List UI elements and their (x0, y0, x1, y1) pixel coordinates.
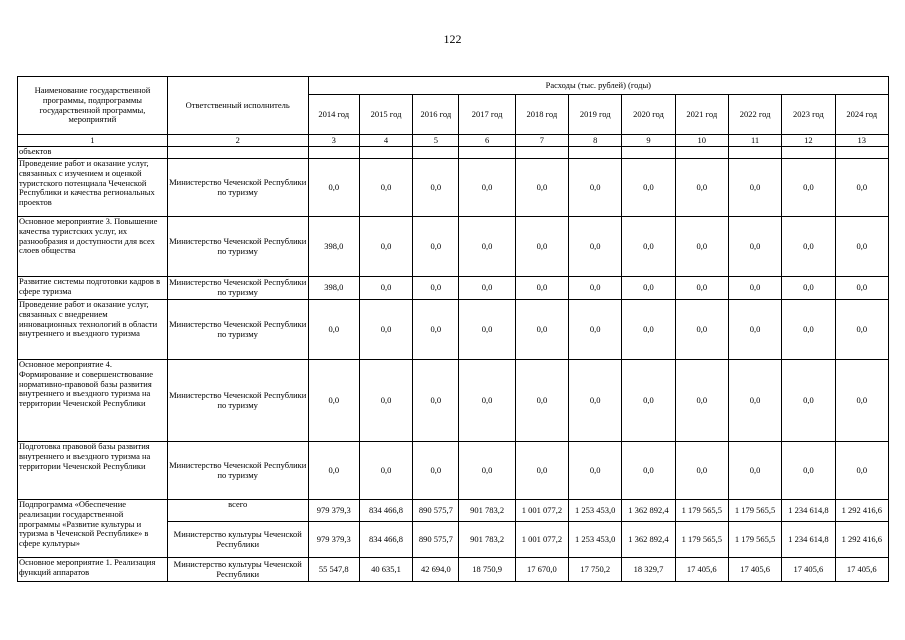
row-value: 0,0 (728, 300, 781, 360)
column-number: 12 (782, 135, 835, 147)
row-value: 0,0 (515, 360, 568, 442)
row-value: 0,0 (675, 442, 728, 500)
row-value: 0,0 (359, 277, 412, 300)
row-value: 0,0 (728, 159, 781, 217)
subprogram-executor-value: 1 234 614,8 (782, 522, 835, 558)
year-header: 2017 год (459, 95, 515, 135)
row-value: 0,0 (515, 442, 568, 500)
row-value: 0,0 (308, 300, 359, 360)
row-name: Основное мероприятие 3. Повышение качества туристских услуг, их разнообразия и доступности для всех слоев общества (18, 217, 168, 277)
subprogram-executor-value: 901 783,2 (459, 522, 515, 558)
column-number: 4 (359, 135, 412, 147)
row-value: 0,0 (622, 159, 675, 217)
header-row-colnums (18, 135, 889, 147)
row-value (459, 147, 515, 159)
row-value: 17 405,6 (835, 558, 888, 582)
year-header: 2022 год (728, 95, 781, 135)
subprogram-executor-value: 979 379,3 (308, 522, 359, 558)
row-value: 0,0 (782, 159, 835, 217)
subprogram-executor-value: 1 292 416,6 (835, 522, 888, 558)
row-value: 0,0 (622, 217, 675, 277)
row-value: 0,0 (835, 300, 888, 360)
column-number: 13 (835, 135, 888, 147)
row-value: 0,0 (359, 159, 412, 217)
header-expenses: Расходы (тыс. рублей) (годы) (308, 77, 888, 95)
table-row (18, 159, 889, 217)
row-value: 40 635,1 (359, 558, 412, 582)
row-value: 0,0 (515, 217, 568, 277)
column-number: 8 (569, 135, 622, 147)
row-name: Основное мероприятие 1. Реализация функций аппаратов (18, 558, 168, 582)
row-value: 0,0 (569, 442, 622, 500)
column-number: 6 (459, 135, 515, 147)
column-number: 7 (515, 135, 568, 147)
row-value: 0,0 (459, 217, 515, 277)
row-value: 0,0 (459, 442, 515, 500)
row-value: 0,0 (359, 442, 412, 500)
subprogram-name: Подпрограмма «Обеспечение реализации государственной программы «Развитие культуры и туризма в Чеченской Республике» в сфере культуры» (18, 500, 168, 558)
row-value (835, 147, 888, 159)
row-executor: Министерство Чеченской Республики по туризму (167, 159, 308, 217)
subprogram-total-value: 890 575,7 (413, 500, 459, 522)
row-executor: Министерство культуры Чеченской Республики (167, 558, 308, 582)
row-value: 0,0 (782, 442, 835, 500)
table-row (18, 217, 889, 277)
row-name: Основное мероприятие 4. Формирование и совершенствование нормативно-правовой базы развития внутреннего и въездного туризма на территории Чеченской Республики (18, 360, 168, 442)
subprogram-total-value: 1 179 565,5 (728, 500, 781, 522)
row-value (569, 147, 622, 159)
subprogram-total-value: 1 253 453,0 (569, 500, 622, 522)
row-value: 0,0 (569, 159, 622, 217)
row-value: 0,0 (413, 159, 459, 217)
row-executor: Министерство Чеченской Республики по туризму (167, 442, 308, 500)
row-value: 0,0 (515, 277, 568, 300)
row-value: 0,0 (675, 217, 728, 277)
subprogram-total-value: 1 234 614,8 (782, 500, 835, 522)
row-value: 0,0 (459, 300, 515, 360)
row-value: 0,0 (835, 159, 888, 217)
row-value (308, 147, 359, 159)
row-value (622, 147, 675, 159)
subprogram-total-row (18, 500, 889, 522)
row-value: 0,0 (835, 277, 888, 300)
subprogram-total-value: 979 379,3 (308, 500, 359, 522)
year-header: 2021 год (675, 95, 728, 135)
row-value: 0,0 (782, 360, 835, 442)
row-value: 0,0 (359, 360, 412, 442)
subprogram-total-value: 1 362 892,4 (622, 500, 675, 522)
row-value: 0,0 (622, 442, 675, 500)
row-value: 0,0 (459, 159, 515, 217)
row-value: 0,0 (569, 300, 622, 360)
row-name: объектов (18, 147, 168, 159)
row-executor: Министерство Чеченской Республики по туризму (167, 360, 308, 442)
header-executor-col: Ответственный исполнитель (167, 77, 308, 135)
subprogram-executor-value: 1 179 565,5 (728, 522, 781, 558)
row-executor (167, 147, 308, 159)
year-header: 2015 год (359, 95, 412, 135)
row-value: 0,0 (675, 300, 728, 360)
row-value: 0,0 (835, 217, 888, 277)
row-executor: Министерство Чеченской Республики по туризму (167, 300, 308, 360)
row-value: 0,0 (782, 300, 835, 360)
row-value: 0,0 (413, 217, 459, 277)
table-row (18, 558, 889, 582)
row-name: Проведение работ и оказание услуг, связанных с внедрением инновационных технологий в области внутреннего и въездного туризма (18, 300, 168, 360)
row-value (359, 147, 412, 159)
table-row (18, 300, 889, 360)
subprogram-executor-value: 1 253 453,0 (569, 522, 622, 558)
row-name: Развитие системы подготовки кадров в сфере туризма (18, 277, 168, 300)
page-number: 122 (443, 32, 462, 46)
row-value: 398,0 (308, 277, 359, 300)
year-header: 2014 год (308, 95, 359, 135)
year-header: 2019 год (569, 95, 622, 135)
row-value: 42 694,0 (413, 558, 459, 582)
row-value (782, 147, 835, 159)
row-value: 0,0 (675, 277, 728, 300)
column-number: 5 (413, 135, 459, 147)
row-value: 0,0 (728, 217, 781, 277)
subprogram-executor-value: 1 362 892,4 (622, 522, 675, 558)
row-value: 0,0 (782, 277, 835, 300)
header-name-col: Наименование государственной программы, подпрограммы государственной программы, мероприятий (18, 77, 168, 135)
year-header: 2018 год (515, 95, 568, 135)
subprogram-executor-value: 890 575,7 (413, 522, 459, 558)
column-number: 2 (167, 135, 308, 147)
subprogram-executor: Министерство культуры Чеченской Республики (167, 522, 308, 558)
table-row (18, 277, 889, 300)
row-executor: Министерство Чеченской Республики по туризму (167, 217, 308, 277)
row-value: 18 750,9 (459, 558, 515, 582)
subprogram-total-value: 1 001 077,2 (515, 500, 568, 522)
row-value: 398,0 (308, 217, 359, 277)
row-value: 17 670,0 (515, 558, 568, 582)
table-row (18, 360, 889, 442)
column-number: 9 (622, 135, 675, 147)
row-value: 0,0 (413, 442, 459, 500)
row-value: 0,0 (515, 300, 568, 360)
header-row-1 (18, 77, 889, 95)
row-value: 0,0 (728, 442, 781, 500)
column-number: 10 (675, 135, 728, 147)
row-value (515, 147, 568, 159)
row-value: 55 547,8 (308, 558, 359, 582)
row-value: 0,0 (569, 360, 622, 442)
row-value: 0,0 (675, 360, 728, 442)
row-value (413, 147, 459, 159)
table-row (18, 147, 889, 159)
row-value: 17 750,2 (569, 558, 622, 582)
year-header: 2024 год (835, 95, 888, 135)
subprogram-total-value: 901 783,2 (459, 500, 515, 522)
row-value: 0,0 (835, 360, 888, 442)
row-value (728, 147, 781, 159)
year-header: 2020 год (622, 95, 675, 135)
subprogram-total-value: 834 466,8 (359, 500, 412, 522)
row-value: 0,0 (728, 360, 781, 442)
row-value: 0,0 (359, 300, 412, 360)
row-value: 0,0 (622, 360, 675, 442)
row-value: 17 405,6 (728, 558, 781, 582)
subprogram-total-value: 1 292 416,6 (835, 500, 888, 522)
row-value: 0,0 (413, 277, 459, 300)
row-value: 0,0 (413, 360, 459, 442)
year-header: 2023 год (782, 95, 835, 135)
table-row (18, 442, 889, 500)
subprogram-total-label: всего (167, 500, 308, 522)
row-value: 0,0 (835, 442, 888, 500)
row-value: 17 405,6 (782, 558, 835, 582)
row-value: 0,0 (569, 217, 622, 277)
row-value: 0,0 (359, 217, 412, 277)
row-value: 0,0 (569, 277, 622, 300)
row-value: 0,0 (308, 159, 359, 217)
subprogram-executor-value: 1 179 565,5 (675, 522, 728, 558)
row-value: 0,0 (675, 159, 728, 217)
row-value: 0,0 (515, 159, 568, 217)
subprogram-total-value: 1 179 565,5 (675, 500, 728, 522)
subprogram-executor-value: 1 001 077,2 (515, 522, 568, 558)
row-name: Проведение работ и оказание услуг, связанных с изучением и оценкой туристского потенциала Чеченской Республики и качества региональных проектов (18, 159, 168, 217)
row-value: 0,0 (622, 277, 675, 300)
row-value: 0,0 (308, 442, 359, 500)
column-number: 3 (308, 135, 359, 147)
row-value (675, 147, 728, 159)
row-value: 17 405,6 (675, 558, 728, 582)
subprogram-executor-value: 834 466,8 (359, 522, 412, 558)
row-value: 0,0 (728, 277, 781, 300)
row-value: 0,0 (459, 360, 515, 442)
column-number: 1 (18, 135, 168, 147)
row-value: 0,0 (459, 277, 515, 300)
row-executor: Министерство Чеченской Республики по туризму (167, 277, 308, 300)
row-value: 0,0 (413, 300, 459, 360)
budget-table (17, 76, 889, 582)
column-number: 11 (728, 135, 781, 147)
row-value: 0,0 (622, 300, 675, 360)
year-header: 2016 год (413, 95, 459, 135)
row-value: 18 329,7 (622, 558, 675, 582)
row-value: 0,0 (308, 360, 359, 442)
row-name: Подготовка правовой базы развития внутреннего и въездного туризма на территории Чеченской Республики (18, 442, 168, 500)
row-value: 0,0 (782, 217, 835, 277)
